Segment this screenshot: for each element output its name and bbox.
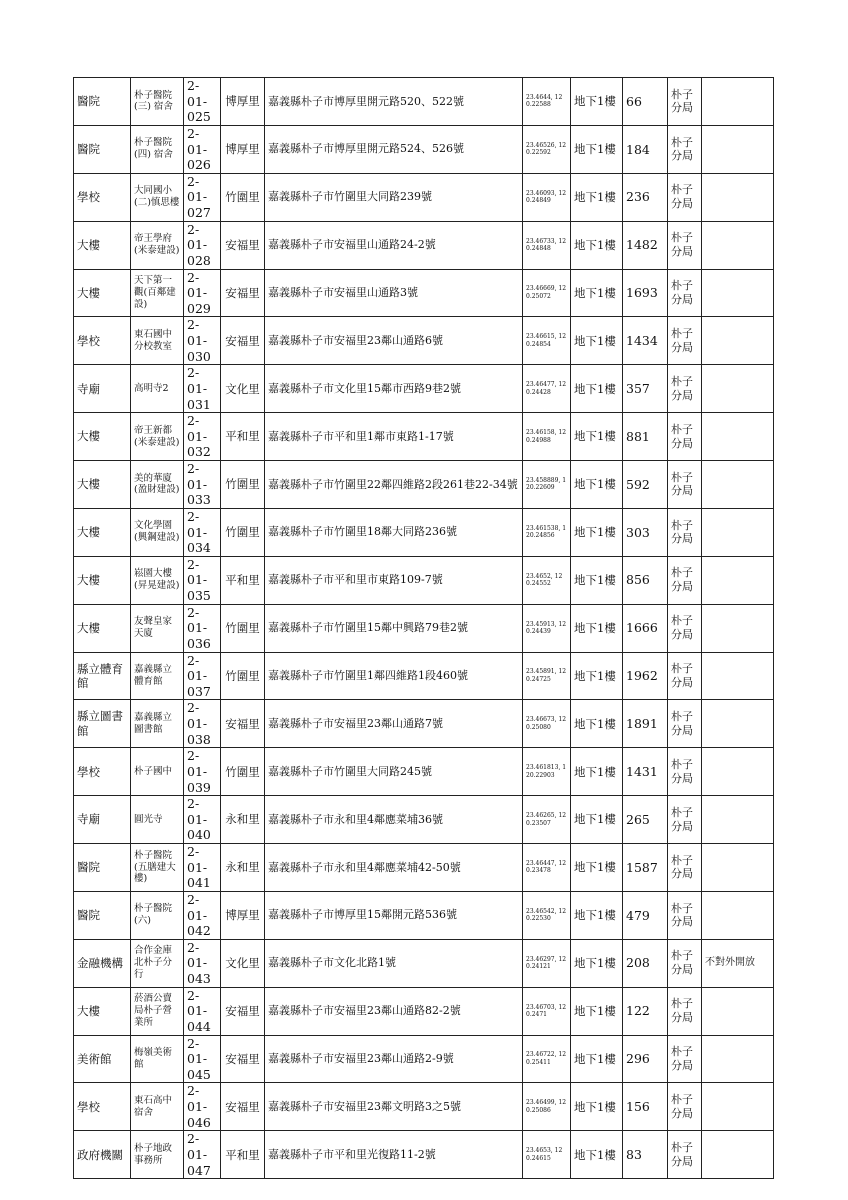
facility-name-cell: 崧園大樓(昇晃建設) <box>131 556 184 604</box>
facility-name-cell: 朴子醫院(四) 宿舍 <box>131 125 184 173</box>
address-cell: 嘉義縣朴子市竹圍里大同路239號 <box>265 173 523 221</box>
police-unit-cell: 朴子分局 <box>668 604 702 652</box>
capacity-cell: 208 <box>623 939 668 987</box>
note-cell <box>702 652 774 700</box>
note-cell <box>702 556 774 604</box>
capacity-cell: 184 <box>623 125 668 173</box>
coordinates-cell: 23.45891, 120.24725 <box>523 652 571 700</box>
capacity-cell: 592 <box>623 461 668 509</box>
table-row <box>74 78 774 126</box>
village-cell: 安福里 <box>221 221 265 269</box>
capacity-cell: 236 <box>623 173 668 221</box>
capacity-cell: 265 <box>623 796 668 844</box>
facility-name-cell: 美的華廈(盈財建設) <box>131 461 184 509</box>
category-cell: 學校 <box>74 1083 131 1131</box>
shelter-code-cell: 2-01-044 <box>184 987 221 1035</box>
floor-cell: 地下1樓 <box>571 365 623 413</box>
police-unit-cell: 朴子分局 <box>668 891 702 939</box>
capacity-cell: 881 <box>623 413 668 461</box>
facility-name-cell: 帝王學府(米泰建設) <box>131 221 184 269</box>
address-cell: 嘉義縣朴子市安福里23鄰山通路2-9號 <box>265 1035 523 1083</box>
shelter-table <box>73 77 774 1179</box>
facility-name-cell: 天下第一觀(百鄰建設) <box>131 269 184 317</box>
table-row <box>74 748 774 796</box>
police-unit-cell: 朴子分局 <box>668 844 702 892</box>
floor-cell: 地下1樓 <box>571 173 623 221</box>
category-cell: 大樓 <box>74 461 131 509</box>
shelter-code-cell: 2-01-032 <box>184 413 221 461</box>
table-row <box>74 700 774 748</box>
address-cell: 嘉義縣朴子市博厚里開元路524、526號 <box>265 125 523 173</box>
floor-cell: 地下1樓 <box>571 413 623 461</box>
category-cell: 寺廟 <box>74 365 131 413</box>
table-row <box>74 413 774 461</box>
shelter-code-cell: 2-01-037 <box>184 652 221 700</box>
table-row <box>74 269 774 317</box>
floor-cell: 地下1樓 <box>571 317 623 365</box>
police-unit-cell: 朴子分局 <box>668 1035 702 1083</box>
note-cell <box>702 173 774 221</box>
category-cell: 醫院 <box>74 891 131 939</box>
police-unit-cell: 朴子分局 <box>668 365 702 413</box>
category-cell: 金融機構 <box>74 939 131 987</box>
category-cell: 大樓 <box>74 987 131 1035</box>
police-unit-cell: 朴子分局 <box>668 748 702 796</box>
village-cell: 竹圍里 <box>221 748 265 796</box>
note-cell: 不對外開放 <box>702 939 774 987</box>
floor-cell: 地下1樓 <box>571 844 623 892</box>
police-unit-cell: 朴子分局 <box>668 556 702 604</box>
police-unit-cell: 朴子分局 <box>668 78 702 126</box>
village-cell: 文化里 <box>221 939 265 987</box>
police-unit-cell: 朴子分局 <box>668 939 702 987</box>
shelter-code-cell: 2-01-039 <box>184 748 221 796</box>
address-cell: 嘉義縣朴子市永和里4鄰應菜埔36號 <box>265 796 523 844</box>
facility-name-cell: 朴子醫院(六) <box>131 891 184 939</box>
facility-name-cell: 高明寺2 <box>131 365 184 413</box>
police-unit-cell: 朴子分局 <box>668 987 702 1035</box>
coordinates-cell: 23.46297, 120.24121 <box>523 939 571 987</box>
address-cell: 嘉義縣朴子市竹圍里15鄰中興路79巷2號 <box>265 604 523 652</box>
facility-name-cell: 大同國小(二)慎思樓 <box>131 173 184 221</box>
address-cell: 嘉義縣朴子市竹圍里大同路245號 <box>265 748 523 796</box>
village-cell: 平和里 <box>221 1131 265 1179</box>
note-cell <box>702 78 774 126</box>
shelter-code-cell: 2-01-047 <box>184 1131 221 1179</box>
category-cell: 大樓 <box>74 556 131 604</box>
capacity-cell: 303 <box>623 508 668 556</box>
coordinates-cell: 23.46669, 120.25072 <box>523 269 571 317</box>
village-cell: 安福里 <box>221 1035 265 1083</box>
note-cell <box>702 796 774 844</box>
note-cell <box>702 508 774 556</box>
floor-cell: 地下1樓 <box>571 748 623 796</box>
coordinates-cell: 23.46265, 120.23507 <box>523 796 571 844</box>
coordinates-cell: 23.45913, 120.24439 <box>523 604 571 652</box>
facility-name-cell: 朴子醫院(三) 宿舍 <box>131 78 184 126</box>
table-row <box>74 1083 774 1131</box>
floor-cell: 地下1樓 <box>571 1035 623 1083</box>
capacity-cell: 296 <box>623 1035 668 1083</box>
table-row <box>74 221 774 269</box>
note-cell <box>702 844 774 892</box>
floor-cell: 地下1樓 <box>571 125 623 173</box>
note-cell <box>702 891 774 939</box>
note-cell <box>702 125 774 173</box>
village-cell: 永和里 <box>221 796 265 844</box>
table-row <box>74 508 774 556</box>
facility-name-cell: 菸酒公賣局朴子營業所 <box>131 987 184 1035</box>
address-cell: 嘉義縣朴子市平和里市東路109-7號 <box>265 556 523 604</box>
village-cell: 博厚里 <box>221 78 265 126</box>
table-row <box>74 1131 774 1179</box>
police-unit-cell: 朴子分局 <box>668 652 702 700</box>
table-row <box>74 604 774 652</box>
police-unit-cell: 朴子分局 <box>668 221 702 269</box>
capacity-cell: 1891 <box>623 700 668 748</box>
shelter-code-cell: 2-01-034 <box>184 508 221 556</box>
category-cell: 寺廟 <box>74 796 131 844</box>
address-cell: 嘉義縣朴子市竹圍里1鄰四維路1段460號 <box>265 652 523 700</box>
coordinates-cell: 23.46703, 120.2471 <box>523 987 571 1035</box>
capacity-cell: 1666 <box>623 604 668 652</box>
note-cell <box>702 1083 774 1131</box>
coordinates-cell: 23.46526, 120.22592 <box>523 125 571 173</box>
address-cell: 嘉義縣朴子市文化北路1號 <box>265 939 523 987</box>
floor-cell: 地下1樓 <box>571 604 623 652</box>
police-unit-cell: 朴子分局 <box>668 269 702 317</box>
category-cell: 大樓 <box>74 604 131 652</box>
capacity-cell: 1482 <box>623 221 668 269</box>
coordinates-cell: 23.46093, 120.24849 <box>523 173 571 221</box>
shelter-code-cell: 2-01-041 <box>184 844 221 892</box>
category-cell: 學校 <box>74 748 131 796</box>
police-unit-cell: 朴子分局 <box>668 173 702 221</box>
village-cell: 平和里 <box>221 413 265 461</box>
category-cell: 大樓 <box>74 221 131 269</box>
village-cell: 安福里 <box>221 317 265 365</box>
police-unit-cell: 朴子分局 <box>668 461 702 509</box>
capacity-cell: 856 <box>623 556 668 604</box>
category-cell: 縣立圖書館 <box>74 700 131 748</box>
coordinates-cell: 23.461813, 120.22903 <box>523 748 571 796</box>
note-cell <box>702 317 774 365</box>
police-unit-cell: 朴子分局 <box>668 796 702 844</box>
floor-cell: 地下1樓 <box>571 1083 623 1131</box>
table-row <box>74 125 774 173</box>
shelter-code-cell: 2-01-040 <box>184 796 221 844</box>
floor-cell: 地下1樓 <box>571 891 623 939</box>
shelter-code-cell: 2-01-043 <box>184 939 221 987</box>
village-cell: 竹圍里 <box>221 604 265 652</box>
note-cell <box>702 1131 774 1179</box>
category-cell: 縣立體育館 <box>74 652 131 700</box>
village-cell: 安福里 <box>221 700 265 748</box>
address-cell: 嘉義縣朴子市竹圍里18鄰大同路236號 <box>265 508 523 556</box>
coordinates-cell: 23.46477, 120.24428 <box>523 365 571 413</box>
shelter-code-cell: 2-01-028 <box>184 221 221 269</box>
category-cell: 醫院 <box>74 78 131 126</box>
coordinates-cell: 23.458889, 120.22609 <box>523 461 571 509</box>
facility-name-cell: 圓光寺 <box>131 796 184 844</box>
shelter-code-cell: 2-01-027 <box>184 173 221 221</box>
floor-cell: 地下1樓 <box>571 508 623 556</box>
facility-name-cell: 朴子地政事務所 <box>131 1131 184 1179</box>
police-unit-cell: 朴子分局 <box>668 125 702 173</box>
category-cell: 醫院 <box>74 125 131 173</box>
note-cell <box>702 700 774 748</box>
facility-name-cell: 嘉義縣立體育館 <box>131 652 184 700</box>
facility-name-cell: 友聲皇家天廈 <box>131 604 184 652</box>
table-row <box>74 461 774 509</box>
table-row <box>74 365 774 413</box>
address-cell: 嘉義縣朴子市平和里1鄰市東路1-17號 <box>265 413 523 461</box>
facility-name-cell: 嘉義縣立圖書館 <box>131 700 184 748</box>
category-cell: 美術館 <box>74 1035 131 1083</box>
coordinates-cell: 23.46158, 120.24988 <box>523 413 571 461</box>
shelter-code-cell: 2-01-038 <box>184 700 221 748</box>
note-cell <box>702 365 774 413</box>
floor-cell: 地下1樓 <box>571 987 623 1035</box>
floor-cell: 地下1樓 <box>571 269 623 317</box>
floor-cell: 地下1樓 <box>571 461 623 509</box>
table-row <box>74 652 774 700</box>
capacity-cell: 357 <box>623 365 668 413</box>
coordinates-cell: 23.46447, 120.23478 <box>523 844 571 892</box>
note-cell <box>702 748 774 796</box>
table-row <box>74 987 774 1035</box>
address-cell: 嘉義縣朴子市文化里15鄰市西路9巷2號 <box>265 365 523 413</box>
facility-name-cell: 朴子醫院(五膳建大樓) <box>131 844 184 892</box>
capacity-cell: 66 <box>623 78 668 126</box>
capacity-cell: 1431 <box>623 748 668 796</box>
category-cell: 大樓 <box>74 269 131 317</box>
note-cell <box>702 987 774 1035</box>
village-cell: 平和里 <box>221 556 265 604</box>
address-cell: 嘉義縣朴子市博厚里15鄰開元路536號 <box>265 891 523 939</box>
note-cell <box>702 604 774 652</box>
police-unit-cell: 朴子分局 <box>668 1083 702 1131</box>
address-cell: 嘉義縣朴子市安福里山通路24-2號 <box>265 221 523 269</box>
facility-name-cell: 合作金庫北朴子分行 <box>131 939 184 987</box>
coordinates-cell: 23.46673, 120.25080 <box>523 700 571 748</box>
table-row <box>74 317 774 365</box>
capacity-cell: 1693 <box>623 269 668 317</box>
capacity-cell: 156 <box>623 1083 668 1131</box>
note-cell <box>702 461 774 509</box>
village-cell: 竹圍里 <box>221 461 265 509</box>
address-cell: 嘉義縣朴子市安福里山通路3號 <box>265 269 523 317</box>
capacity-cell: 122 <box>623 987 668 1035</box>
shelter-code-cell: 2-01-033 <box>184 461 221 509</box>
facility-name-cell: 朴子國中 <box>131 748 184 796</box>
category-cell: 大樓 <box>74 413 131 461</box>
shelter-code-cell: 2-01-045 <box>184 1035 221 1083</box>
shelter-code-cell: 2-01-029 <box>184 269 221 317</box>
table-row <box>74 939 774 987</box>
capacity-cell: 1434 <box>623 317 668 365</box>
capacity-cell: 1587 <box>623 844 668 892</box>
shelter-code-cell: 2-01-025 <box>184 78 221 126</box>
village-cell: 安福里 <box>221 1083 265 1131</box>
police-unit-cell: 朴子分局 <box>668 413 702 461</box>
address-cell: 嘉義縣朴子市博厚里開元路520、522號 <box>265 78 523 126</box>
shelter-code-cell: 2-01-036 <box>184 604 221 652</box>
police-unit-cell: 朴子分局 <box>668 508 702 556</box>
table-row <box>74 844 774 892</box>
floor-cell: 地下1樓 <box>571 700 623 748</box>
police-unit-cell: 朴子分局 <box>668 1131 702 1179</box>
coordinates-cell: 23.4644, 120.22588 <box>523 78 571 126</box>
capacity-cell: 1962 <box>623 652 668 700</box>
address-cell: 嘉義縣朴子市安福里23鄰山通路6號 <box>265 317 523 365</box>
address-cell: 嘉義縣朴子市安福里23鄰山通路7號 <box>265 700 523 748</box>
category-cell: 學校 <box>74 173 131 221</box>
table-row <box>74 173 774 221</box>
coordinates-cell: 23.46499, 120.25086 <box>523 1083 571 1131</box>
floor-cell: 地下1樓 <box>571 221 623 269</box>
coordinates-cell: 23.46722, 120.25411 <box>523 1035 571 1083</box>
table-row <box>74 556 774 604</box>
floor-cell: 地下1樓 <box>571 556 623 604</box>
village-cell: 安福里 <box>221 987 265 1035</box>
capacity-cell: 83 <box>623 1131 668 1179</box>
category-cell: 學校 <box>74 317 131 365</box>
address-cell: 嘉義縣朴子市平和里光復路11-2號 <box>265 1131 523 1179</box>
facility-name-cell: 帝王新都(米泰建設) <box>131 413 184 461</box>
police-unit-cell: 朴子分局 <box>668 700 702 748</box>
coordinates-cell: 23.46542, 120.22530 <box>523 891 571 939</box>
shelter-code-cell: 2-01-026 <box>184 125 221 173</box>
village-cell: 竹圍里 <box>221 652 265 700</box>
village-cell: 竹圍里 <box>221 508 265 556</box>
floor-cell: 地下1樓 <box>571 939 623 987</box>
note-cell <box>702 413 774 461</box>
shelter-code-cell: 2-01-031 <box>184 365 221 413</box>
category-cell: 醫院 <box>74 844 131 892</box>
table-row <box>74 1035 774 1083</box>
address-cell: 嘉義縣朴子市安福里23鄰文明路3之5號 <box>265 1083 523 1131</box>
note-cell <box>702 1035 774 1083</box>
facility-name-cell: 東石國中分校教室 <box>131 317 184 365</box>
facility-name-cell: 東石高中宿舍 <box>131 1083 184 1131</box>
table-row <box>74 796 774 844</box>
coordinates-cell: 23.46615, 120.24854 <box>523 317 571 365</box>
address-cell: 嘉義縣朴子市竹圍里22鄰四維路2段261巷22-34號 <box>265 461 523 509</box>
village-cell: 竹圍里 <box>221 173 265 221</box>
note-cell <box>702 269 774 317</box>
floor-cell: 地下1樓 <box>571 78 623 126</box>
floor-cell: 地下1樓 <box>571 652 623 700</box>
address-cell: 嘉義縣朴子市永和里4鄰應菜埔42-50號 <box>265 844 523 892</box>
coordinates-cell: 23.4652, 120.24552 <box>523 556 571 604</box>
village-cell: 永和里 <box>221 844 265 892</box>
facility-name-cell: 文化學園(興鋼建設) <box>131 508 184 556</box>
shelter-code-cell: 2-01-030 <box>184 317 221 365</box>
shelter-code-cell: 2-01-042 <box>184 891 221 939</box>
coordinates-cell: 23.4653, 120.24615 <box>523 1131 571 1179</box>
coordinates-cell: 23.461538, 120.24856 <box>523 508 571 556</box>
floor-cell: 地下1樓 <box>571 796 623 844</box>
category-cell: 政府機關 <box>74 1131 131 1179</box>
village-cell: 博厚里 <box>221 891 265 939</box>
village-cell: 博厚里 <box>221 125 265 173</box>
village-cell: 安福里 <box>221 269 265 317</box>
table-row <box>74 891 774 939</box>
capacity-cell: 479 <box>623 891 668 939</box>
address-cell: 嘉義縣朴子市安福里23鄰山通路82-2號 <box>265 987 523 1035</box>
village-cell: 文化里 <box>221 365 265 413</box>
coordinates-cell: 23.46733, 120.24848 <box>523 221 571 269</box>
category-cell: 大樓 <box>74 508 131 556</box>
note-cell <box>702 221 774 269</box>
floor-cell: 地下1樓 <box>571 1131 623 1179</box>
shelter-code-cell: 2-01-035 <box>184 556 221 604</box>
police-unit-cell: 朴子分局 <box>668 317 702 365</box>
facility-name-cell: 梅嶺美術館 <box>131 1035 184 1083</box>
shelter-code-cell: 2-01-046 <box>184 1083 221 1131</box>
